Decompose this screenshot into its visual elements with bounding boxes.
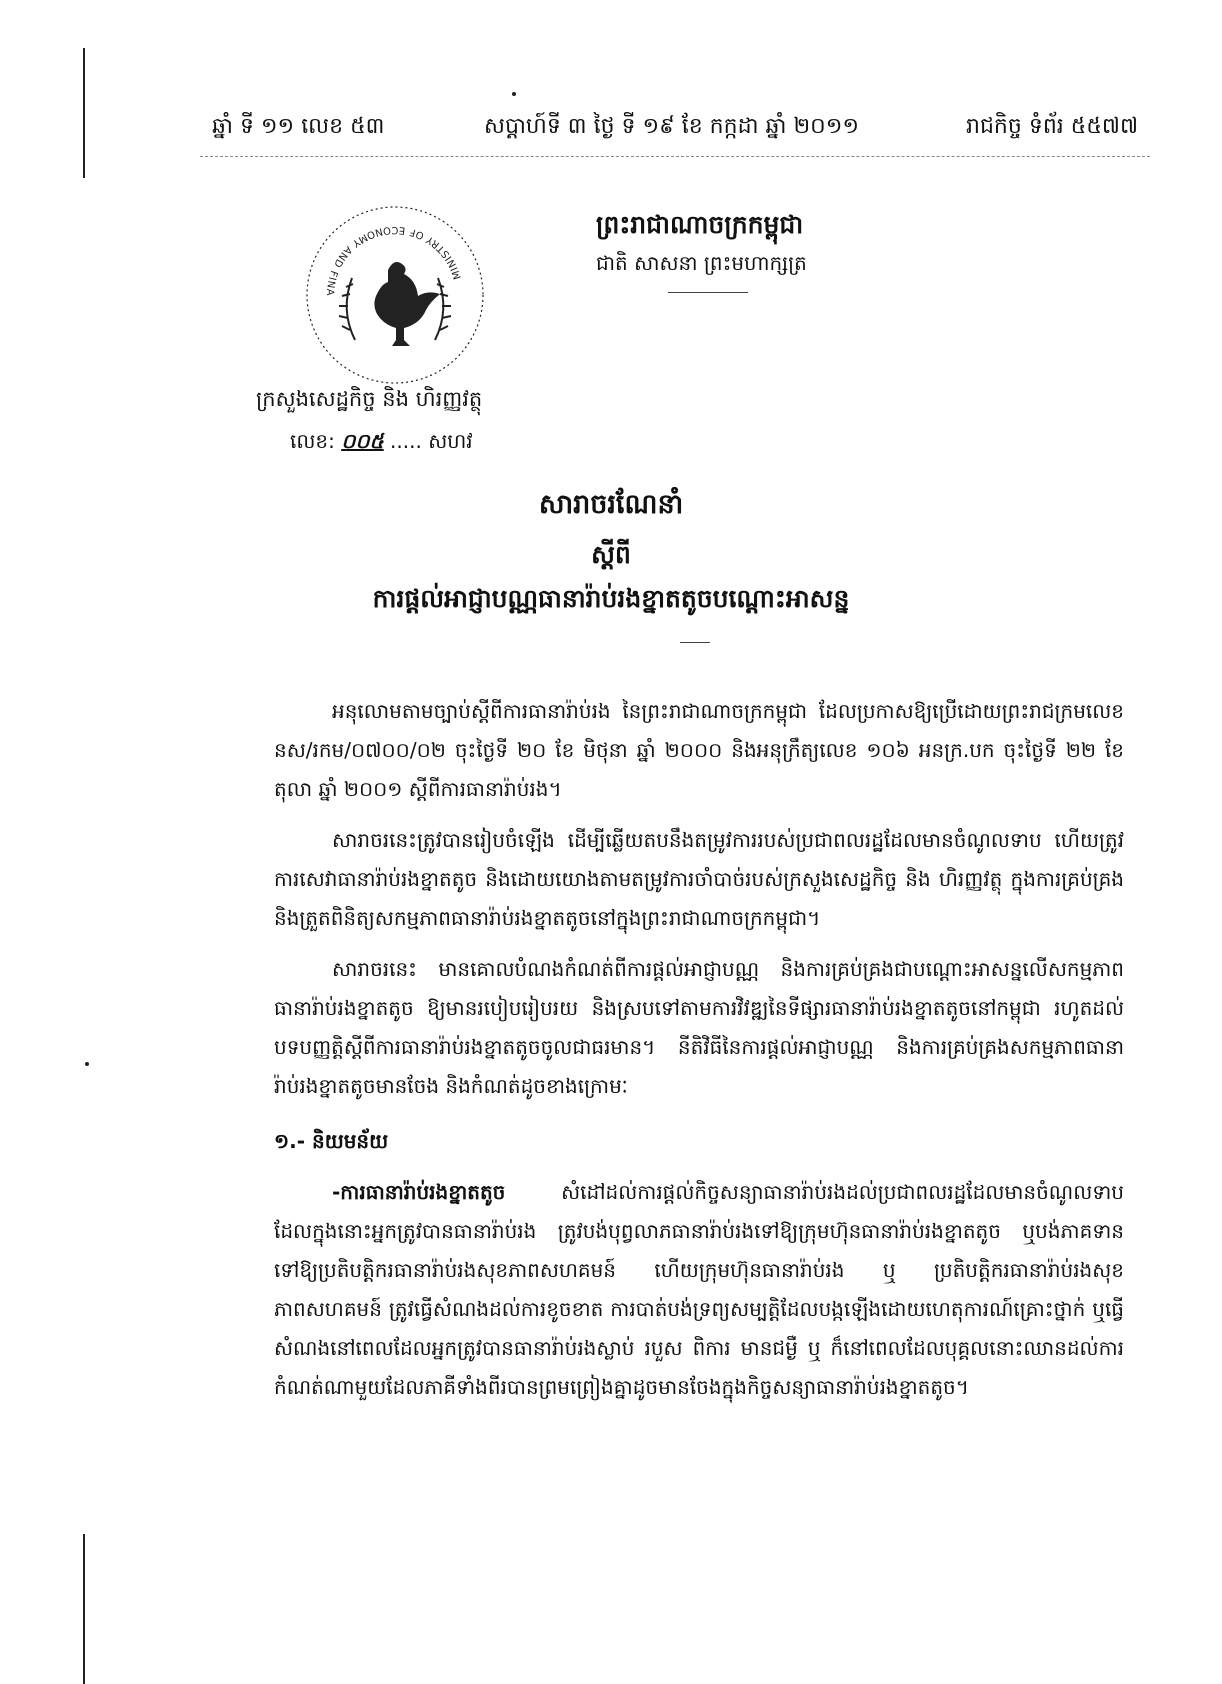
document-about: ស្តីពី	[591, 540, 631, 569]
ref-prefix: លេខ:	[290, 429, 335, 453]
ref-number-value: ០០៥	[341, 429, 384, 453]
ministry-seal-icon	[300, 200, 490, 390]
paragraph-definition	[274, 1173, 1124, 1407]
document-body	[274, 692, 1124, 1419]
scan-dot	[85, 1062, 89, 1066]
document-type: សារាចរណែនាំ	[538, 489, 684, 520]
seal-text: MINISTRY OF ECONOMY AND FINA	[323, 223, 464, 297]
document-subject: ការផ្តល់អាជ្ញាបណ្ណធានារ៉ាប់រងខ្នាតតូចបណ្តោះអាសន្ន	[372, 584, 850, 613]
binder-line-bottom	[83, 1534, 85, 1684]
kingdom-title: ព្រះរាជាណាចក្រកម្ពុជា	[596, 210, 804, 239]
gazette-date: សប្តាហ៍ទី ៣ ថ្ងៃ ទី ១៩ ខែ កក្កដា ឆ្នាំ ២០១១	[484, 114, 859, 139]
reference-number: លេខ: ០០៥ ..... សហវ	[290, 429, 473, 453]
definition-term: -ការធានារ៉ាប់រងខ្នាតតូច	[332, 1180, 506, 1204]
header-divider	[200, 156, 1150, 157]
gazette-header	[0, 112, 1222, 152]
title-ornament	[680, 642, 710, 643]
gazette-year-issue: ឆ្នាំ ទី ១១ លេខ ៥៣	[212, 114, 385, 139]
scan-dot	[512, 92, 516, 96]
section-heading-definitions: ១.- និយមន័យ	[274, 1129, 389, 1153]
paragraph-legal-basis: អនុលោមតាមច្បាប់ស្តីពីការធានារ៉ាប់រង នៃព្រះរាជាណាចក្រកម្ពុជា ដែលប្រកាសឱ្យប្រើដោយព្រះរាជក្រមលេខ នស/រកម/០៧០០/០២ ចុះថ្ងៃទី ២០ ខែ មិថុនា ឆ្នាំ ២០០០ និងអនុក្រឹត្យលេខ ១០៦ អនក្រ.បក ចុះថ្ងៃទី ២២ ខែ តុលា ឆ្នាំ ២០០១ ស្តីពីការធានារ៉ាប់រង។	[274, 699, 1124, 801]
ministry-name: ក្រសួងសេដ្ឋកិច្ច និង ហិរញ្ញវត្ថុ	[256, 387, 483, 411]
gazette-page-number: រាជកិច្ច ទំព័រ ៥៥៧៧	[966, 114, 1139, 139]
kingdom-motto: ជាតិ សាសនា ព្រះមហាក្សត្រ	[596, 251, 807, 275]
definition-text: សំដៅដល់ការផ្តល់កិច្ចសន្យាធានារ៉ាប់រងដល់ប្រជាពលរដ្ឋដែលមានចំណូលទាប ដែលក្នុងនោះអ្នកត្រូវបានធានារ៉ាប់រង ត្រូវបង់បុព្វលាភធានារ៉ាប់រងទៅឱ្យក្រុមហ៊ុនធានារ៉ាប់រងខ្នាតតូច ឬបង់ភាគទានទៅឱ្យប្រតិបត្តិករធានារ៉ាប់រងសុខភាពសហគមន៍ ហើយក្រុមហ៊ុនធានារ៉ាប់រង ឬ ប្រតិបត្តិករធានារ៉ាប់រងសុខភាពសហគមន៍ ត្រូវធ្វើសំណងដល់ការខូចខាត ការបាត់បង់ទ្រព្យសម្បត្តិដែលបង្កឡើងដោយហេតុការណ៍គ្រោះថ្នាក់ ឬធ្វើសំណងនៅពេលដែលអ្នកត្រូវបានធានារ៉ាប់រងស្លាប់ របួស ពិការ មានជម្ងឺ ឬ ក៏នៅពេលដែលបុគ្គលនោះឈានដល់ការកំណត់ណាមួយដែលភាគីទាំងពីរបានព្រមព្រៀងគ្នាដូចមានចែងក្នុងកិច្ចសន្យាធានារ៉ាប់រងខ្នាតតូច។	[274, 1180, 1124, 1399]
ref-suffix: សហវ	[428, 429, 473, 453]
paragraph-objective: សារាចរនេះ មានគោលបំណងកំណត់ពីការផ្តល់អាជ្ញាបណ្ណ និងការគ្រប់គ្រងជាបណ្តោះអាសន្នលើសកម្មភាពធានារ៉ាប់រងខ្នាតតូច ឱ្យមានរបៀបរៀបរយ និងស្របទៅតាមការវិវឌ្ឍនៃទីផ្សារធានារ៉ាប់រងខ្នាតតូចនៅកម្ពុជា រហូតដល់បទបញ្ញត្តិស្តីពីការធានារ៉ាប់រងខ្នាតតូចចូលជាធរមាន។ នីតិវិធីនៃការផ្តល់អាជ្ញាបណ្ណ និងការគ្រប់គ្រងសកម្មភាពធានារ៉ាប់រងខ្នាតតូចមានចែង និងកំណត់ដូចខាងក្រោមៈ	[274, 957, 1124, 1098]
motto-ornament	[668, 292, 748, 293]
paragraph-purpose: សារាចរនេះត្រូវបានរៀបចំឡើង ដើម្បីឆ្លើយតបនឹងតម្រូវការរបស់ប្រជាពលរដ្ឋដែលមានចំណូលទាប ហើយត្រូវការសេវាធានារ៉ាប់រងខ្នាតតូច និងដោយយោងតាមតម្រូវការចាំបាច់របស់ក្រសួងសេដ្ឋកិច្ច និង ហិរញ្ញវត្ថុ ក្នុងការគ្រប់គ្រង និងត្រួតពិនិត្យសកម្មភាពធានារ៉ាប់រងខ្នាតតូចនៅក្នុងព្រះរាជាណាចក្រកម្ពុជា។	[274, 828, 1124, 930]
